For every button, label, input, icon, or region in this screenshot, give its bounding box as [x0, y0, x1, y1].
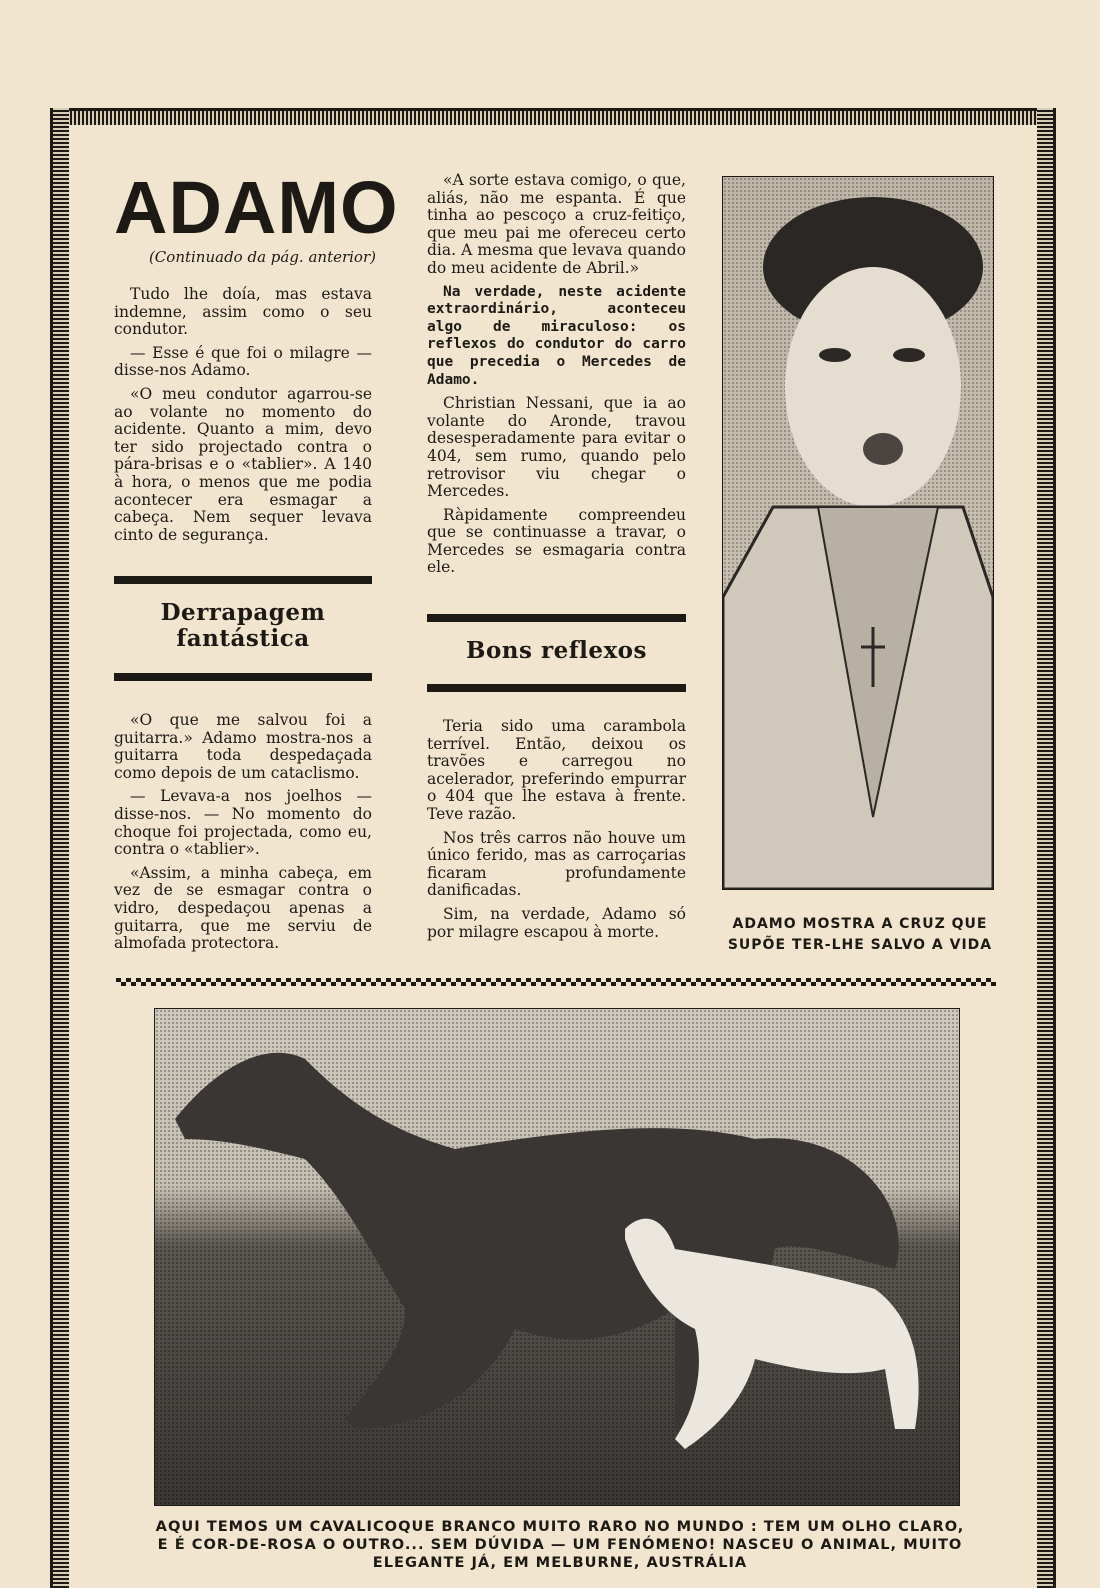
left-eye: [819, 348, 851, 362]
face-shape: [785, 267, 961, 507]
heading-rule-top: [427, 614, 686, 622]
heading-line: Derrapagem: [160, 599, 326, 626]
column-2-bottom: [427, 718, 686, 947]
frame-top-border: [50, 108, 1056, 125]
caption-line: AQUI TEMOS UM CAVALICOQUE BRANCO MUITO RARO NO MUNDO : TEM UM OLHO CLARO,: [155, 1518, 965, 1535]
paragraph: — Esse é que foi o milagre — disse-nos Adamo.: [114, 343, 372, 380]
horse-photo-caption: [154, 1518, 966, 1572]
frame-right-border: [1037, 108, 1056, 1588]
caption-line: ELEGANTE JÁ, EM MELBURNE, AUSTRÁLIA: [372, 1554, 748, 1571]
caption-line: SUPÕE TER-LHE SALVO A VIDA: [727, 937, 993, 953]
section-heading-bons-reflexos: Bons reflexos: [466, 637, 647, 664]
paragraph: — Levava-a nos joelhos — disse-nos. — No momento do choque foi projectada, como eu, contra o «tablier».: [114, 787, 372, 859]
heading-line: fantástica: [176, 625, 310, 652]
caption-line: E É COR-DE-ROSA O OUTRO... SEM DÚVIDA — UM FENÓMENO! NASCEU O ANIMAL, MUITO: [157, 1536, 963, 1553]
horse-photo: [154, 1008, 960, 1506]
adamo-photo: [722, 176, 994, 890]
horse-and-foal-illustration: [155, 1009, 959, 1505]
adamo-portrait-illustration: [723, 177, 993, 889]
bold-paragraph: Na verdade, neste acidente extraordinário, aconteceu algo de miraculoso: os reflexos do condutor do carro que precedia o Mercedes de Adamo.: [427, 283, 686, 388]
heading-rule-bottom: [427, 684, 686, 692]
paragraph: Nos três carros não houve um único ferido, mas as carroçarias ficaram profundamente danificadas.: [427, 828, 686, 900]
right-eye: [893, 348, 925, 362]
article-subtitle: (Continuado da pág. anterior): [148, 248, 376, 266]
adamo-photo-caption: [722, 914, 998, 956]
caption-line: ADAMO MOSTRA A CRUZ QUE: [732, 916, 988, 932]
heading-rule-top: [114, 576, 372, 584]
checkered-divider: [116, 978, 996, 986]
paragraph: «Assim, a minha cabeça, em vez de se esmagar contra o vidro, despedaçou apenas a guitarra, que me serviu de almofada protectora.: [114, 863, 372, 953]
paragraph: Tudo lhe doía, mas estava indemne, assim como o seu condutor.: [114, 285, 372, 339]
paragraph: «O meu condutor agarrou-se ao volante no momento do acidente. Quanto a mim, devo ter sido projectado contra o pára-brisas e o «tablier». A 140 à hora, o menos que me podia acontecer era esmagar a cabeça. Nem sequer levava cinto de segurança.: [114, 384, 372, 544]
paragraph: «A sorte estava comigo, o que, aliás, não me espanta. É que tinha ao pescoço a cruz-feitiço, que meu pai me ofereceu certo dia. A mesma que levava quando do meu acidente de Abril.»: [427, 171, 686, 277]
section-heading-derrapagem: [114, 600, 372, 652]
paragraph: Ràpidamente compreendeu que se continuasse a travar, o Mercedes se esmagaria contra ele.: [427, 505, 686, 577]
paragraph: Teria sido uma carambola terrível. Então, deixou os travões e carregou no acelerador, preferindo empurrar o 404 que lhe estava à frente. Teve razão.: [427, 717, 686, 823]
heading-rule-bottom: [114, 673, 372, 681]
column-2-top: [427, 172, 686, 583]
column-1-bottom: [114, 712, 372, 959]
column-1-top: [114, 286, 372, 550]
horse-silhouette: [175, 1053, 899, 1429]
frame-left-border: [50, 108, 69, 1588]
mouth: [863, 433, 903, 465]
paragraph: Sim, na verdade, Adamo só por milagre escapou à morte.: [427, 904, 686, 941]
article-title: ADAMO: [114, 166, 399, 249]
paragraph: «O que me salvou foi a guitarra.» Adamo mostra-nos a guitarra toda despedaçada como depois de um cataclismo.: [114, 711, 372, 782]
paragraph: Christian Nessani, que ia ao volante do Aronde, travou desesperadamente para evitar o 404, sem rumo, quando pelo retrovisor viu chegar o Mercedes.: [427, 394, 686, 501]
